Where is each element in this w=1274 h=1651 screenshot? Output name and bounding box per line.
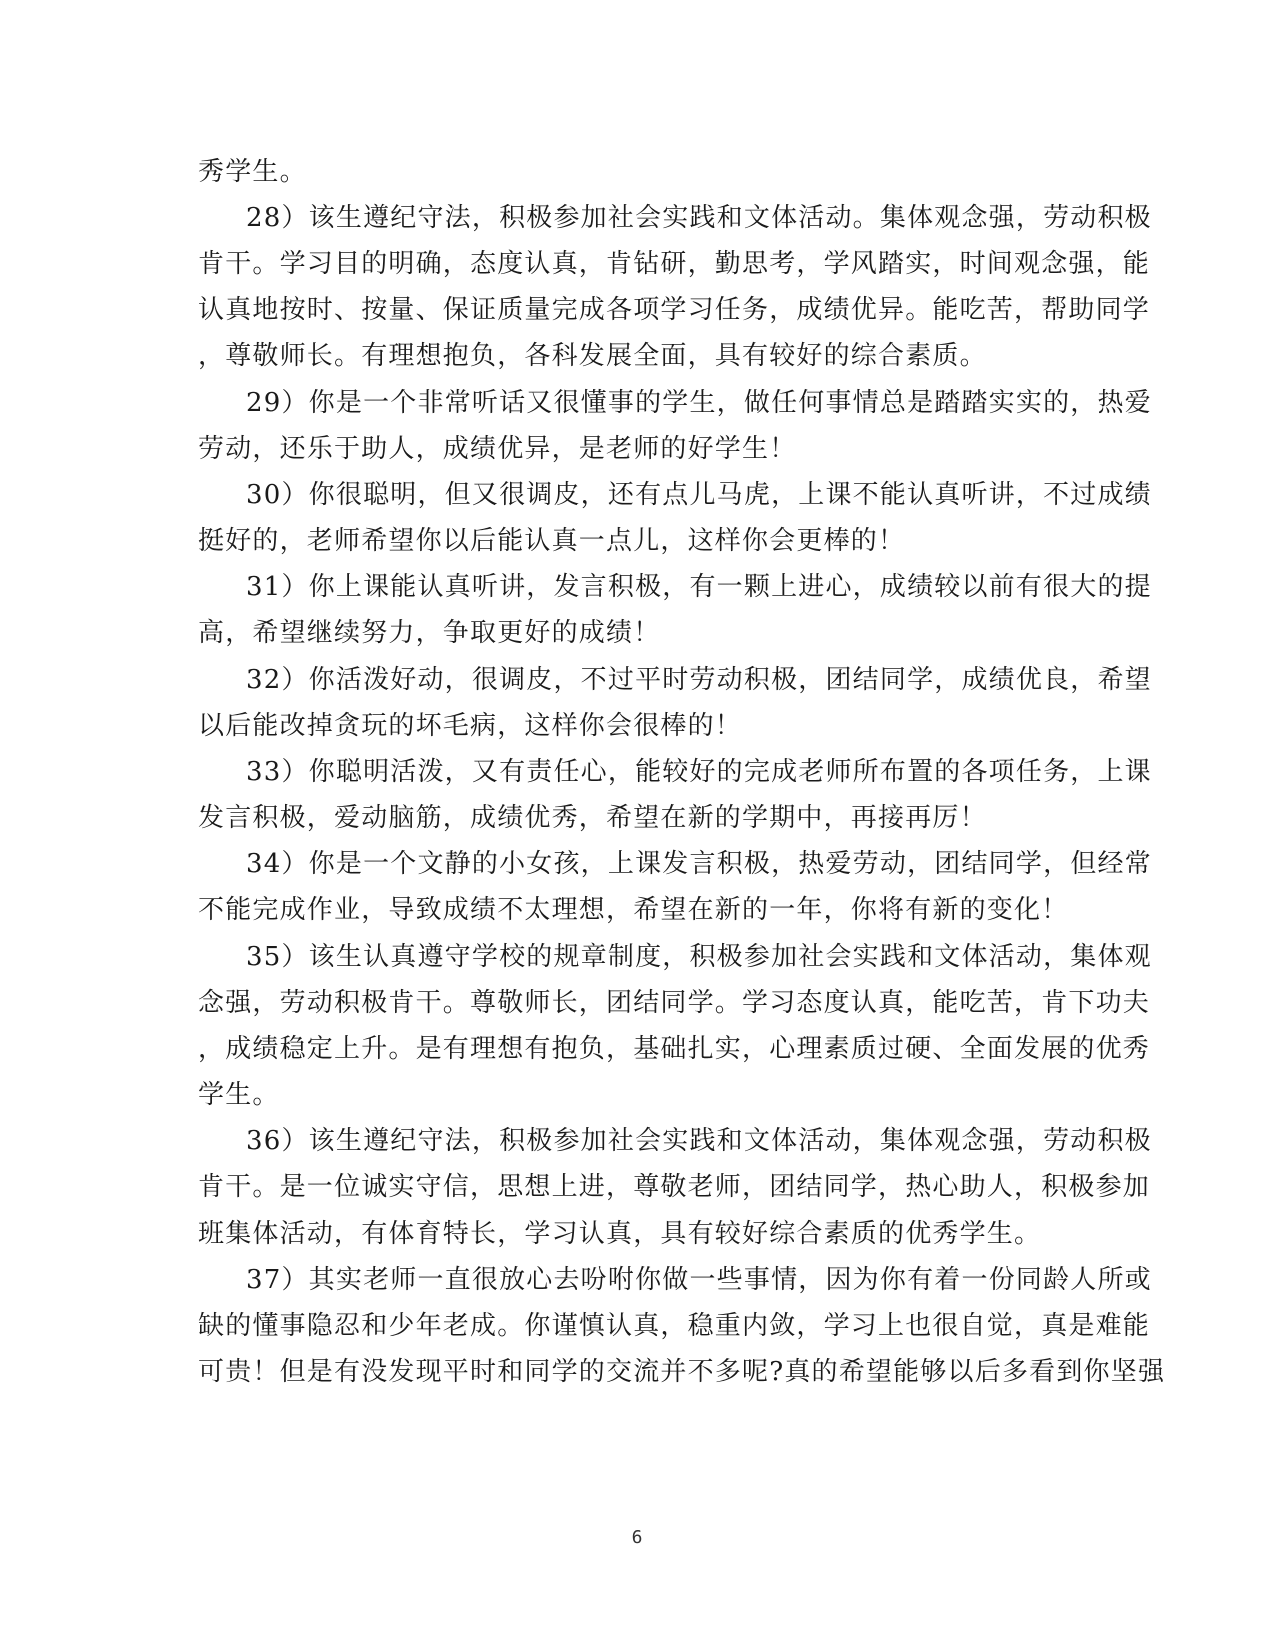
text-line: 劳动，还乐于助人，成绩优异，是老师的好学生！: [198, 434, 797, 464]
text-line: 秀学生。: [198, 157, 307, 187]
paragraph-37-line: 37）其实老师一直很放心去吩咐你做一些事情，因为你有着一份同龄人所或: [246, 1265, 1152, 1295]
paragraph-36-line: 36）该生遵纪守法，积极参加社会实践和文体活动，集体观念强，劳动积极: [246, 1126, 1152, 1156]
page-number: 6: [631, 1527, 643, 1548]
text-line: 缺的懂事隐忍和少年老成。你谨慎认真，稳重内敛，学习上也很自觉，真是难能: [198, 1311, 1151, 1341]
paragraph-31-line: 31）你上课能认真听讲，发言积极，有一颗上进心，成绩较以前有很大的提: [246, 572, 1152, 602]
text-line: 以后能改掉贪玩的坏毛病，这样你会很棒的！: [198, 711, 743, 741]
paragraph-28-line: 28）该生遵纪守法，积极参加社会实践和文体活动。集体观念强，劳动积极: [246, 203, 1152, 233]
text-line: ，成绩稳定上升。是有理想有抱负，基础扎实，心理素质过硬、全面发展的优秀: [198, 1034, 1151, 1064]
paragraph-32-line: 32）你活泼好动，很调皮，不过平时劳动积极，团结同学，成绩优良，希望: [246, 665, 1152, 695]
text-line: 不能完成作业，导致成绩不太理想，希望在新的一年，你将有新的变化！: [198, 895, 1069, 925]
text-line: 可贵！但是有没发现平时和同学的交流并不多呢?真的希望能够以后多看到你坚强: [198, 1357, 1166, 1387]
text-line: 肯干。是一位诚实守信，思想上进，尊敬老师，团结同学，热心助人，积极参加: [198, 1172, 1151, 1202]
text-line: 挺好的，老师希望你以后能认真一点儿，这样你会更棒的！: [198, 526, 906, 556]
paragraph-30-line: 30）你很聪明，但又很调皮，还有点儿马虎，上课不能认真听讲，不过成绩: [246, 480, 1152, 510]
text-line: 高，希望继续努力，争取更好的成绩！: [198, 618, 661, 648]
text-line: 念强，劳动积极肯干。尊敬师长，团结同学。学习态度认真，能吃苦，肯下功夫: [198, 988, 1151, 1018]
paragraph-29-line: 29）你是一个非常听话又很懂事的学生，做任何事情总是踏踏实实的，热爱: [246, 388, 1152, 418]
paragraph-35-line: 35）该生认真遵守学校的规章制度，积极参加社会实践和文体活动，集体观: [246, 942, 1152, 972]
text-line: 肯干。学习目的明确，态度认真，肯钻研，勤思考，学风踏实，时间观念强，能: [198, 249, 1151, 279]
paragraph-34-line: 34）你是一个文静的小女孩，上课发言积极，热爱劳动，团结同学，但经常: [246, 849, 1152, 879]
text-line: 学生。: [198, 1080, 280, 1110]
text-line: 发言积极，爱动脑筋，成绩优秀，希望在新的学期中，再接再厉！: [198, 803, 987, 833]
paragraph-33-line: 33）你聪明活泼，又有责任心，能较好的完成老师所布置的各项任务，上课: [246, 757, 1152, 787]
text-line: 认真地按时、按量、保证质量完成各项学习任务，成绩优异。能吃苦，帮助同学: [198, 295, 1151, 325]
text-line: 班集体活动，有体育特长，学习认真，具有较好综合素质的优秀学生。: [198, 1219, 1042, 1249]
text-line: ，尊敬师长。有理想抱负，各科发展全面，具有较好的综合素质。: [198, 341, 987, 371]
